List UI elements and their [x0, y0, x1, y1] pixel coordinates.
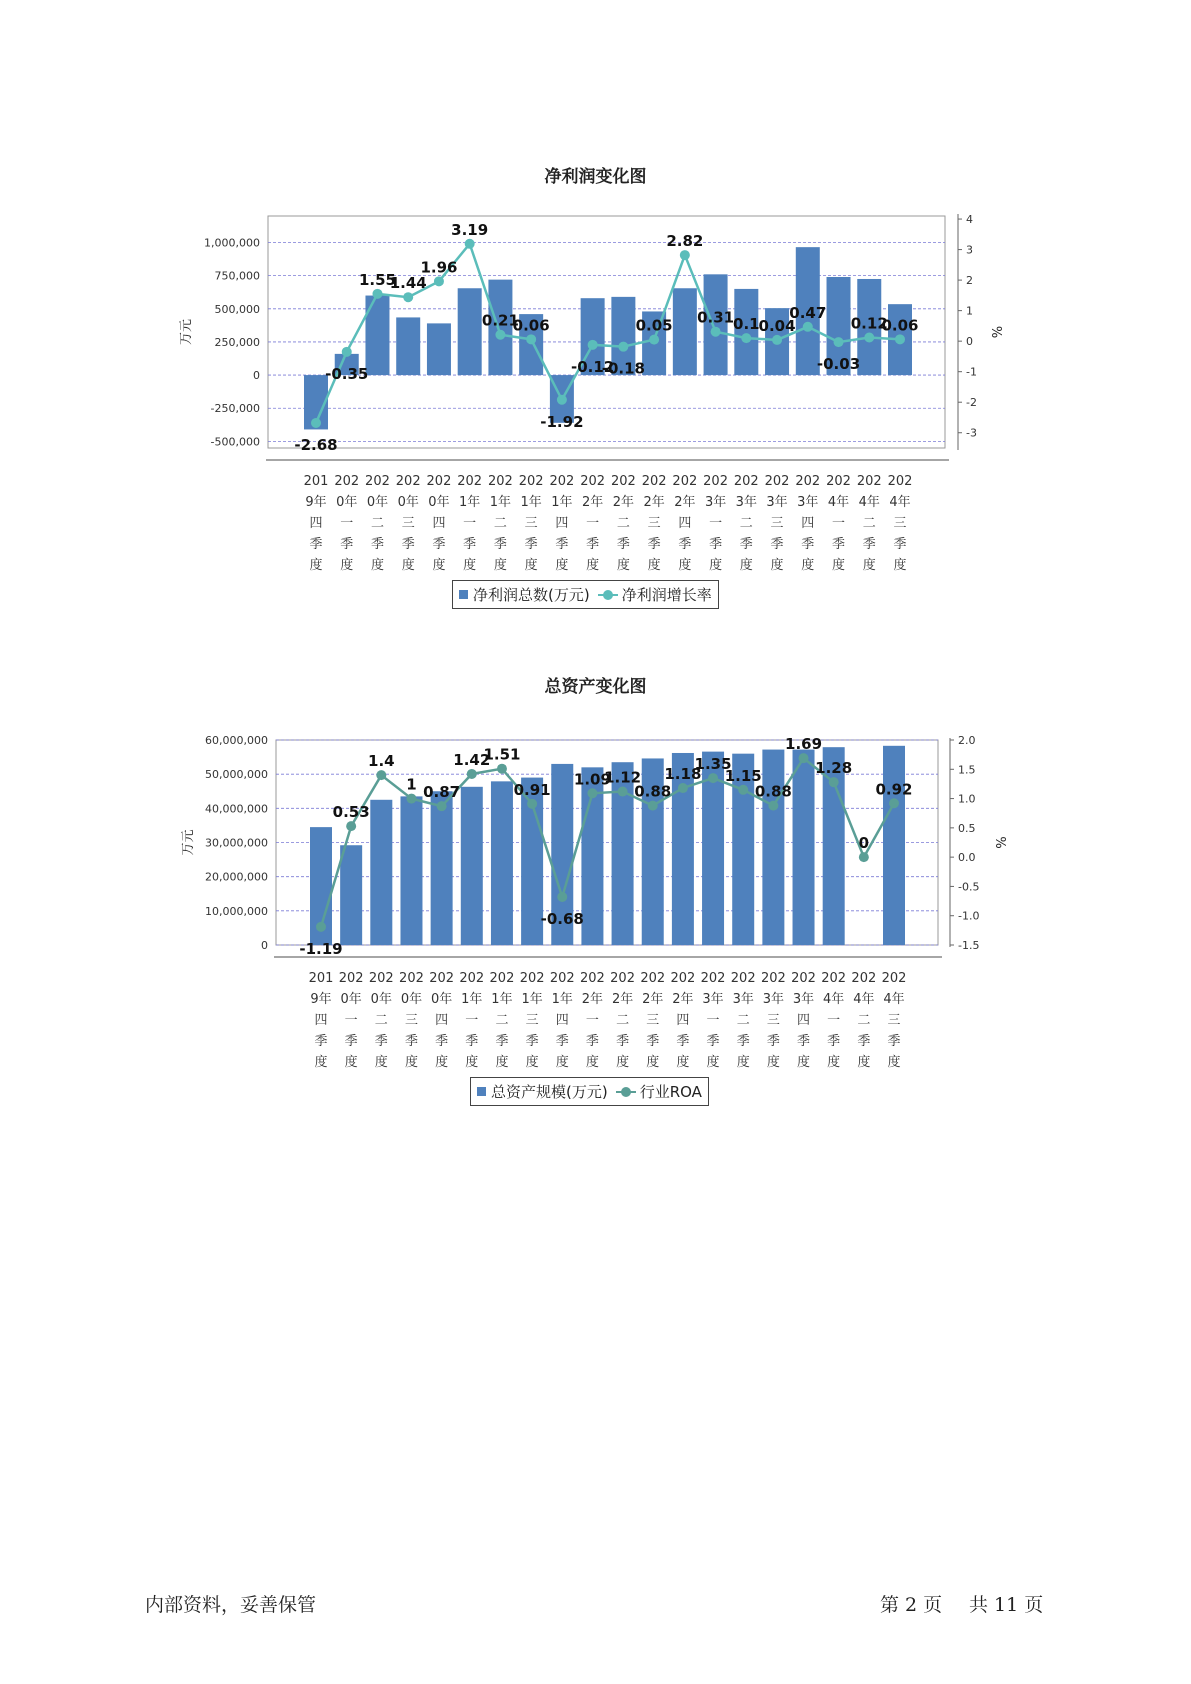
line-point [311, 418, 321, 428]
data-label: -0.12 [571, 357, 615, 376]
line-series-swatch [598, 590, 618, 600]
bar [400, 796, 422, 945]
x-tick-label: 202 4年二季度 [856, 474, 882, 573]
x-tick-label: 202 0年四季度 [429, 971, 455, 1070]
bar [673, 288, 697, 375]
line-point [680, 250, 690, 260]
y-axis-title: 万元 [179, 318, 194, 346]
y2-tick-label: 0.0 [958, 851, 976, 865]
y2-tick-label: -1.0 [958, 909, 980, 923]
data-label: 1.44 [389, 274, 427, 293]
legend-line-label: 行业ROA [639, 1083, 702, 1101]
x-tick-label: 202 1年一季度 [459, 971, 485, 1070]
line-point [495, 330, 505, 340]
x-tick-label: 202 2年三季度 [641, 474, 667, 573]
x-tick-label: 202 1年二季度 [488, 474, 513, 573]
y-tick-label: 0 [253, 369, 260, 383]
y-tick-label: -500,000 [210, 435, 260, 449]
data-label: 1.96 [420, 258, 458, 277]
data-label: 0 [858, 834, 870, 853]
x-tick-label: 201 9年四季度 [303, 474, 329, 573]
x-tick-label: 202 2年四季度 [670, 971, 696, 1070]
line-series-swatch [616, 1087, 636, 1097]
y2-tick-label: 1 [966, 304, 973, 318]
data-label: -0.18 [601, 359, 645, 378]
x-tick-label: 202 0年一季度 [338, 971, 364, 1070]
data-label: 0.06 [881, 316, 919, 335]
y-tick-label: 0 [261, 939, 268, 952]
x-tick-label: 202 2年二季度 [610, 474, 636, 573]
footer-page-number: 第 2 页 [880, 1594, 943, 1616]
legend-line-label: 净利润增长率 [621, 586, 712, 604]
data-label: 0.04 [758, 316, 796, 335]
x-tick-label: 202 2年三季度 [640, 971, 666, 1070]
data-label: 1.09 [573, 770, 611, 789]
line-point [864, 332, 874, 342]
data-label: 0.12 [850, 314, 888, 333]
bar [458, 288, 482, 375]
x-tick-label: 202 3年四季度 [795, 474, 821, 573]
data-label: 1.18 [664, 765, 702, 784]
data-label: -0.68 [540, 909, 584, 928]
x-tick-label: 202 2年四季度 [672, 474, 698, 573]
y-tick-label: 30,000,000 [205, 836, 268, 850]
y2-tick-label: -3 [966, 426, 977, 440]
y2-tick-label: 2 [966, 274, 973, 288]
line-point [588, 340, 598, 350]
line-point [557, 395, 567, 405]
data-label: 1.35 [694, 755, 732, 774]
y-tick-label: 40,000,000 [205, 802, 268, 816]
y-tick-label: 1,000,000 [204, 236, 260, 250]
y2-tick-label: 4 [966, 213, 973, 227]
x-tick-label: 202 3年一季度 [700, 971, 726, 1070]
line-point [316, 922, 326, 932]
line-point [859, 852, 869, 862]
line-point [738, 785, 748, 795]
data-label: -2.68 [294, 435, 338, 454]
x-tick-label: 202 3年二季度 [730, 971, 756, 1070]
line-point [618, 787, 628, 797]
data-label: 0.1 [733, 315, 760, 334]
line-point [741, 333, 751, 343]
data-label: 0.88 [634, 782, 672, 801]
x-tick-label: 201 9年四季度 [308, 971, 334, 1070]
data-label: 1.42 [453, 750, 491, 769]
line-point [711, 327, 721, 337]
data-label: 3.19 [451, 220, 489, 239]
chart1-title: 净利润变化图 [544, 167, 647, 187]
line-point [406, 794, 416, 804]
footer-total-pages: 共 11 页 [969, 1594, 1044, 1616]
x-tick-label: 202 4年一季度 [826, 474, 851, 573]
line-point [829, 777, 839, 787]
y-tick-label: -250,000 [210, 402, 260, 416]
bar [396, 317, 420, 375]
line-point [587, 788, 597, 798]
line-point [618, 342, 628, 352]
data-label: 1.28 [815, 759, 853, 778]
footer-confidential-note: 内部资料，妥善保管 [145, 1594, 317, 1616]
bar [427, 323, 451, 375]
y2-tick-label: 1.0 [958, 792, 976, 806]
line-point [434, 276, 444, 286]
data-label: 1.15 [724, 766, 762, 785]
x-tick-label: 202 4年二季度 [851, 971, 877, 1070]
bar [370, 800, 392, 945]
y2-tick-label: 0.5 [958, 821, 976, 835]
bar-series-swatch [459, 590, 468, 599]
line-point [342, 347, 352, 357]
x-tick-label: 202 2年一季度 [580, 971, 605, 1070]
line-point [889, 798, 899, 808]
line-point [403, 292, 413, 302]
line-point [467, 769, 477, 779]
x-tick-label: 202 0年四季度 [426, 474, 452, 573]
line-point [772, 335, 782, 345]
y2-tick-label: 2.0 [958, 734, 976, 747]
data-label: -0.35 [325, 364, 369, 383]
y2-tick-label: -1 [966, 365, 977, 379]
line-point [526, 334, 536, 344]
line-point [803, 322, 813, 332]
chart1-legend [452, 580, 719, 609]
x-tick-label: 202 3年二季度 [733, 474, 759, 573]
line-point [372, 289, 382, 299]
y2-axis-title: % [992, 836, 1007, 849]
data-label: 1.55 [358, 270, 396, 289]
line-point [465, 239, 475, 249]
data-label: 0.87 [423, 783, 461, 802]
net-profit-chart [0, 190, 1191, 573]
line-point [497, 764, 507, 774]
bar [883, 746, 905, 945]
bar [431, 791, 453, 945]
y2-tick-label: 1.5 [958, 763, 976, 777]
y-tick-label: 10,000,000 [205, 904, 268, 918]
data-label: 0.21 [481, 311, 519, 330]
data-label: 0.47 [789, 303, 827, 322]
line-point [557, 892, 567, 902]
x-tick-label: 202 1年一季度 [457, 474, 483, 573]
y-tick-label: 60,000,000 [205, 734, 268, 747]
data-label: 1.4 [368, 752, 395, 771]
data-label: 0.06 [512, 316, 550, 335]
data-label: 1.12 [604, 768, 642, 787]
y-tick-label: 50,000,000 [205, 768, 268, 782]
data-label: 0.53 [332, 803, 370, 822]
data-label: -1.19 [299, 939, 343, 958]
bar [793, 750, 815, 945]
x-tick-label: 202 3年四季度 [791, 971, 816, 1070]
x-tick-label: 202 0年三季度 [395, 474, 421, 573]
x-tick-label: 202 1年四季度 [549, 474, 575, 573]
line-point [648, 801, 658, 811]
bar [461, 787, 483, 945]
x-tick-label: 202 0年一季度 [334, 474, 360, 573]
data-label: 2.82 [666, 232, 704, 251]
data-label: 1.69 [785, 735, 823, 754]
y-tick-label: 250,000 [214, 335, 260, 349]
y2-tick-label: -2 [966, 396, 977, 410]
data-label: 0.88 [754, 782, 792, 801]
data-label: 0.31 [697, 308, 735, 327]
line-point [895, 334, 905, 344]
y2-tick-label: -0.5 [958, 880, 980, 894]
data-label: -1.92 [540, 412, 584, 431]
x-tick-label: 202 0年二季度 [368, 971, 394, 1070]
line-point [768, 801, 778, 811]
data-label: -0.03 [816, 355, 861, 374]
y2-tick-label: 3 [966, 243, 973, 257]
bar [491, 781, 513, 945]
x-tick-label: 202 4年一季度 [821, 971, 847, 1070]
bar-series-swatch [477, 1087, 486, 1096]
x-tick-label: 202 2年一季度 [580, 474, 606, 573]
x-tick-label: 202 3年一季度 [703, 474, 728, 573]
x-tick-label: 202 1年二季度 [489, 971, 515, 1070]
y2-tick-label: -1.5 [958, 939, 980, 952]
total-assets-chart [0, 700, 1191, 1080]
x-tick-label: 202 4年三季度 [881, 971, 907, 1070]
y-axis-title: 万元 [181, 829, 196, 856]
line-point [649, 335, 659, 345]
data-label: 1.51 [483, 745, 521, 764]
data-label: 0.92 [875, 780, 913, 799]
chart2-title: 总资产变化图 [544, 677, 647, 697]
y2-axis-title: % [988, 325, 1003, 339]
line-point [376, 770, 386, 780]
data-label: 1 [406, 775, 417, 794]
y-tick-label: 20,000,000 [205, 870, 268, 884]
x-tick-label: 202 2年二季度 [610, 971, 635, 1070]
line-point [799, 753, 809, 763]
line-point [834, 337, 844, 347]
legend-bar-label: 净利润总数(万元) [473, 586, 590, 604]
chart2-legend [470, 1077, 709, 1106]
x-tick-label: 202 1年三季度 [519, 971, 545, 1070]
data-label: 0.05 [635, 316, 673, 335]
line-point [437, 801, 447, 811]
line-point [527, 799, 537, 809]
legend-bar-label: 总资产规模(万元) [491, 1083, 608, 1101]
line-point [346, 821, 356, 831]
line-point [678, 783, 688, 793]
bar [340, 845, 362, 945]
x-tick-label: 202 1年三季度 [518, 474, 544, 573]
x-tick-label: 202 4年三季度 [887, 474, 913, 573]
x-tick-label: 202 0年二季度 [365, 474, 390, 573]
y2-tick-label: 0 [966, 335, 973, 349]
x-tick-label: 202 3年三季度 [764, 474, 790, 573]
x-tick-label: 202 3年三季度 [760, 971, 786, 1070]
x-tick-label: 202 0年三季度 [399, 971, 424, 1070]
x-tick-label: 202 1年四季度 [549, 971, 575, 1070]
y-tick-label: 750,000 [214, 269, 260, 283]
data-label: 0.91 [513, 780, 551, 799]
y-tick-label: 500,000 [214, 302, 260, 316]
line-point [708, 773, 718, 783]
bar [762, 750, 784, 945]
